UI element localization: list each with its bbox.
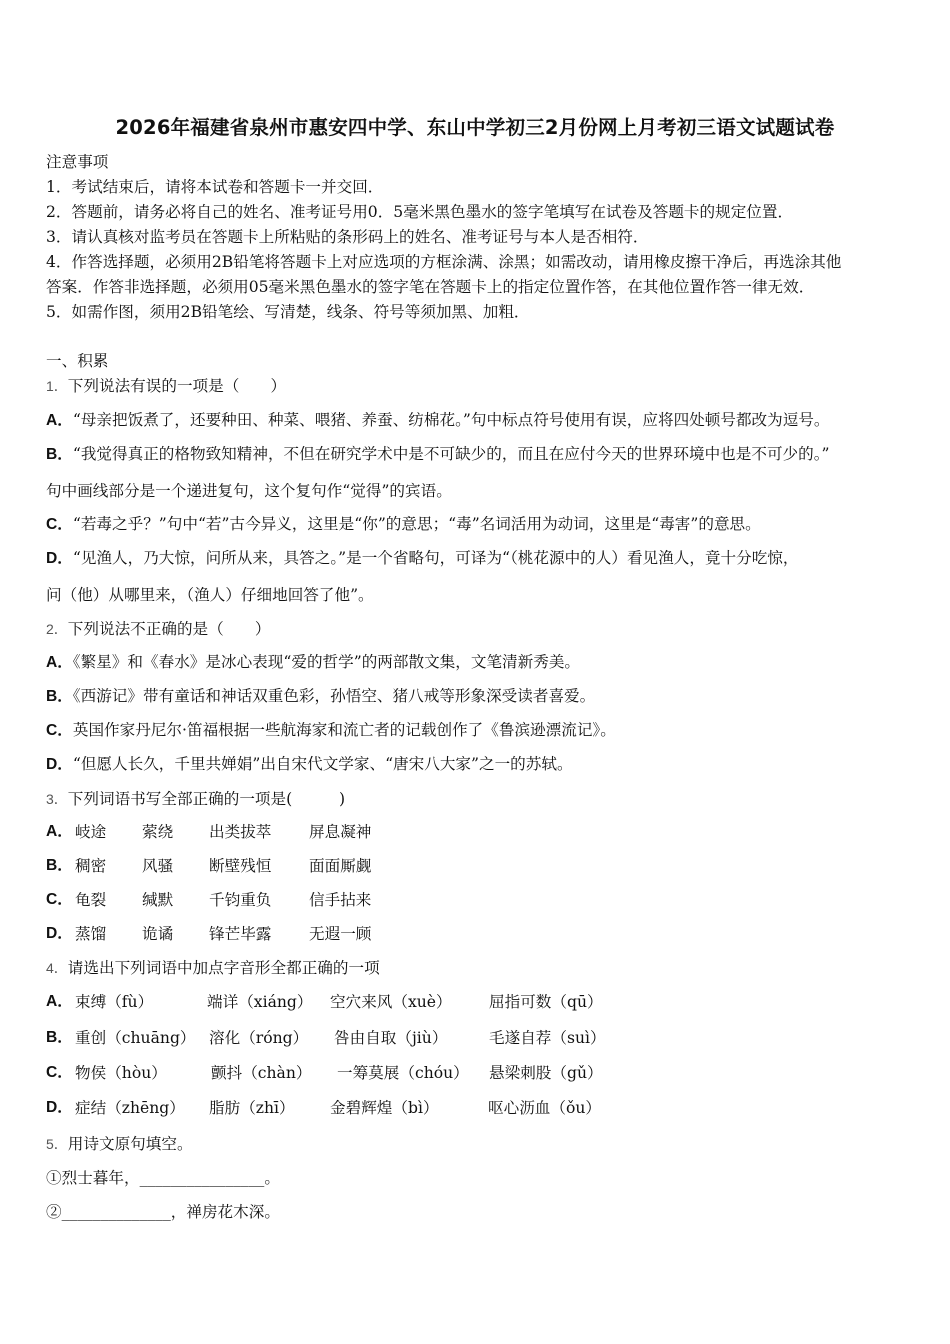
option-text: “母亲把饭煮了，还要种田、种菜、喂猪、养蚕、纺棉花。”句中标点符号使用有误，应将四处顿号都改为逗号。 (72, 411, 830, 429)
option-word: 锋芒毕露 (209, 925, 272, 943)
option-word: 千钧重负 (209, 891, 272, 909)
option-word: 屏息凝神 (309, 823, 372, 841)
question-number: 2． (46, 621, 68, 637)
question-text: 请选出下列词语中加点字音形全都正确的一项 (67, 959, 380, 977)
question-4-stem (46, 958, 380, 978)
option-word: 束缚（fù） (75, 993, 154, 1011)
option-word: 岐途 (75, 823, 107, 841)
option-label: A． (46, 654, 73, 671)
option-text: “若毒之乎？”句中“若”古今异义，这里是“你”的意思；“毒”名词活用为动词，这里是“毒害”的意思。 (72, 515, 761, 533)
notice-item: 2．答题前，请务必将自己的姓名、准考证号用0．5毫米黑色墨水的签字笔填写在试卷及答题卡的规定位置． (46, 203, 794, 221)
option-word: 蒸馏 (75, 925, 107, 943)
question-2-option-c[interactable] (46, 720, 616, 741)
option-word: 端详（xiáng） (207, 993, 313, 1011)
question-number: 5． (46, 1136, 68, 1152)
notice-item: 4．作答选择题，必须用2B铅笔将答题卡上对应选项的方框涂满、涂黑；如需改动，请用橡皮擦干净后，再选涂其他 (46, 253, 842, 271)
question-text: 下列词语书写全部正确的一项是( ) (67, 790, 346, 808)
option-word: 诡谲 (142, 925, 174, 943)
question-1-option-d-cont: 问（他）从哪里来，（渔人）仔细地回答了他”。 (46, 586, 374, 604)
option-text: 《西游记》带有童话和神话双重色彩，孙悟空、猪八戒等形象深受读者喜爱。 (72, 687, 596, 705)
option-label: D． (46, 550, 73, 567)
option-word: 出类拔萃 (209, 823, 272, 841)
notice-item: 5．如需作图，须用2B铅笔绘、写清楚，线条、符号等须加黑、加粗． (46, 303, 530, 321)
option-label: C． (46, 1064, 73, 1081)
option-word: 龟裂 (75, 891, 107, 909)
question-2-option-d[interactable] (46, 754, 573, 775)
option-text: 英国作家丹尼尔·笛福根据一些航海家和流亡者的记载创作了《鲁滨逊漂流记》。 (72, 721, 616, 739)
page-title: 2026年福建省泉州市惠安四中学、东山中学初三2月份网上月考初三语文试题试卷 (115, 116, 835, 139)
option-word: 重创（chuāng） (75, 1029, 196, 1047)
notice-heading: 注意事项 (46, 153, 109, 171)
option-label: A． (46, 993, 73, 1010)
question-1-option-d[interactable] (46, 548, 799, 569)
fill-blank-line-1[interactable]: ①烈士暮年，________________。 (46, 1169, 280, 1187)
option-word: 无遐一顾 (309, 925, 372, 943)
option-word: 溶化（róng） (209, 1029, 309, 1047)
notice-item: 3．请认真核对监考员在答题卡上所粘贴的条形码上的姓名、准考证号与本人是否相符． (46, 228, 649, 246)
option-label: D． (46, 756, 73, 773)
option-label: D． (46, 1099, 73, 1116)
option-word: 脂肪（zhī） (209, 1099, 295, 1117)
question-1-option-b[interactable] (46, 444, 830, 465)
question-number: 1． (46, 378, 68, 394)
option-word: 风骚 (142, 857, 174, 875)
option-word: 一筹莫展（chóu） (337, 1064, 469, 1082)
question-number: 3． (46, 791, 68, 807)
question-2-option-b[interactable] (46, 686, 595, 707)
section-heading: 一、积累 (46, 352, 109, 370)
question-2-option-a[interactable] (46, 652, 580, 673)
question-1-option-b-cont: 句中画线部分是一个递进复句，这个复句作“觉得”的宾语。 (46, 482, 452, 500)
option-word: 悬梁刺股（gǔ） (489, 1064, 603, 1082)
question-text: 下列说法有误的一项是（ ） (67, 377, 287, 395)
option-word: 颤抖（chàn） (211, 1064, 312, 1082)
option-label: B． (46, 446, 73, 463)
option-word: 毛遂自荐（suì） (489, 1029, 606, 1047)
option-label: B． (46, 1029, 73, 1046)
option-word: 稠密 (75, 857, 107, 875)
option-word: 空穴来风（xuè） (330, 993, 452, 1011)
question-1-option-c[interactable] (46, 514, 761, 535)
question-number: 4． (46, 960, 68, 976)
option-label: B． (46, 688, 73, 705)
option-word: 金碧辉煌（bì） (330, 1099, 439, 1117)
notice-item: 1．考试结束后，请将本试卷和答题卡一并交回． (46, 178, 384, 196)
question-text: 下列说法不正确的是（ ） (67, 620, 271, 638)
notice-item: 答案．作答非选择题，必须用05毫米黑色墨水的签字笔在答题卡上的指定位置作答，在其他位置作答一律无效． (46, 278, 815, 296)
option-word: 屈指可数（qū） (489, 993, 603, 1011)
option-word: 呕心沥血（ǒu） (488, 1099, 601, 1117)
option-label: C． (46, 891, 73, 908)
option-label: C． (46, 516, 73, 533)
option-word: 咎由自取（jiù） (334, 1029, 448, 1047)
question-2-stem (46, 619, 271, 639)
option-text: “见渔人，乃大惊，问所从来，具答之。”是一个省略句，可译为“（桃花源中的人）看见渔人，竟十分吃惊， (72, 549, 799, 567)
question-1-option-a[interactable] (46, 410, 830, 431)
option-label: B． (46, 857, 73, 874)
option-label: C． (46, 722, 73, 739)
question-3-stem (46, 789, 345, 809)
option-label: A． (46, 823, 73, 840)
option-word: 缄默 (142, 891, 174, 909)
option-word: 断壁残恒 (209, 857, 272, 875)
option-word: 信手拈来 (309, 891, 372, 909)
option-word: 萦绕 (142, 823, 174, 841)
question-text: 用诗文原句填空。 (67, 1135, 193, 1153)
option-label: A． (46, 412, 73, 429)
question-1-stem (46, 376, 286, 396)
option-word: 物侯（hòu） (75, 1064, 167, 1082)
option-text: “我觉得真正的格物致知精神，不但在研究学术中是不可缺少的，而且在应付今天的世界环境中也是不可少的。” (72, 445, 830, 463)
fill-blank-line-2[interactable]: ②______________，禅房花木深。 (46, 1203, 280, 1221)
option-text: 《繁星》和《春水》是冰心表现“爱的哲学”的两部散文集，文笔清新秀美。 (72, 653, 581, 671)
option-label: D． (46, 925, 73, 942)
option-word: 面面厮觑 (309, 857, 372, 875)
question-5-stem (46, 1134, 193, 1154)
option-text: “但愿人长久，千里共婵娟”出自宋代文学家、“唐宋八大家”之一的苏轼。 (72, 755, 573, 773)
option-word: 症结（zhēng） (75, 1099, 185, 1117)
